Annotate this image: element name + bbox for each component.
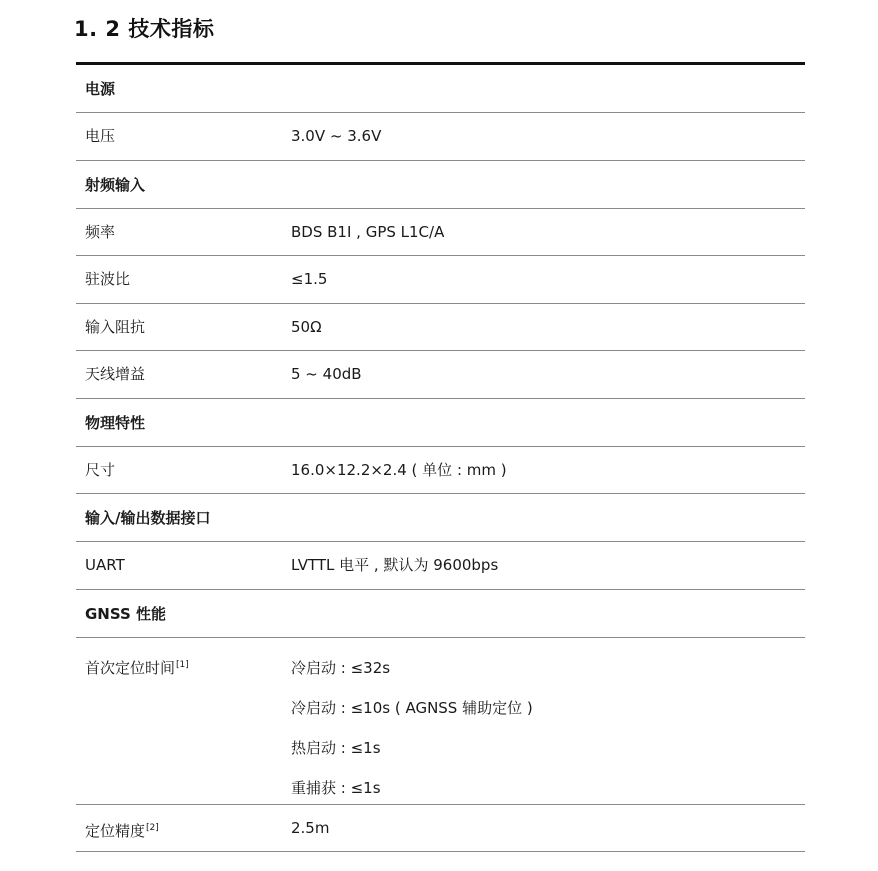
ttff-reacquisition: 重捕获 : ≤1s	[291, 778, 381, 797]
section-row-power	[76, 65, 805, 113]
voltage-label: 电压	[85, 127, 116, 145]
table-row-voltage	[76, 113, 805, 161]
vswr-label: 驻波比	[85, 270, 131, 288]
accuracy-value: 2.5m	[291, 818, 330, 837]
ttff-hot-start: 热启动 : ≤1s	[291, 738, 381, 757]
uart-value: LVTTL 电平 , 默认为 9600bps	[291, 556, 499, 574]
accuracy-footnote: [2]	[146, 822, 159, 833]
ttff-label: 首次定位时间	[85, 658, 176, 677]
section-row-physical	[76, 399, 805, 447]
size-value: 16.0×12.2×2.4 ( 单位 : mm )	[291, 460, 507, 479]
table-row-impedance	[76, 304, 805, 352]
section-row-io	[76, 494, 805, 542]
section-title-gnss: GNSS 性能	[85, 604, 167, 623]
frequency-label: 频率	[85, 222, 116, 241]
size-label: 尺寸	[85, 460, 116, 479]
antenna-gain-value: 5 ~ 40dB	[291, 365, 362, 383]
table-row-uart	[76, 542, 805, 590]
table-row-vswr	[76, 256, 805, 304]
table-row-antenna-gain	[76, 351, 805, 399]
antenna-gain-label: 天线增益	[85, 365, 146, 383]
frequency-value: BDS B1I , GPS L1C/A	[291, 222, 445, 241]
section-row-gnss	[76, 590, 805, 638]
section-title-physical: 物理特性	[85, 413, 146, 432]
ttff-values	[291, 657, 533, 817]
section-title-io: 输入/输出数据接口	[85, 509, 211, 527]
vswr-value: ≤1.5	[291, 270, 328, 288]
table-row-ttff	[76, 638, 805, 805]
table-row-frequency	[76, 209, 805, 257]
voltage-value: 3.0V ~ 3.6V	[291, 127, 382, 145]
table-row-accuracy	[76, 805, 805, 853]
accuracy-label-cell	[85, 805, 159, 855]
uart-label: UART	[85, 556, 125, 574]
section-title-power: 电源	[85, 80, 116, 98]
ttff-label-cell	[85, 657, 189, 678]
spec-table	[76, 62, 805, 852]
impedance-value: 50Ω	[291, 317, 322, 336]
ttff-cold-start-agnss: 冷启动 : ≤10s ( AGNSS 辅助定位 )	[291, 698, 533, 717]
ttff-footnote: [1]	[176, 659, 189, 670]
ttff-cold-start: 冷启动 : ≤32s	[291, 658, 391, 677]
table-row-size	[76, 447, 805, 495]
section-title-rf: 射频输入	[85, 175, 146, 194]
section-row-rf	[76, 161, 805, 209]
impedance-label: 输入阻抗	[85, 317, 146, 336]
accuracy-label: 定位精度	[85, 821, 146, 840]
section-heading: 1. 2 技术指标	[74, 17, 215, 41]
